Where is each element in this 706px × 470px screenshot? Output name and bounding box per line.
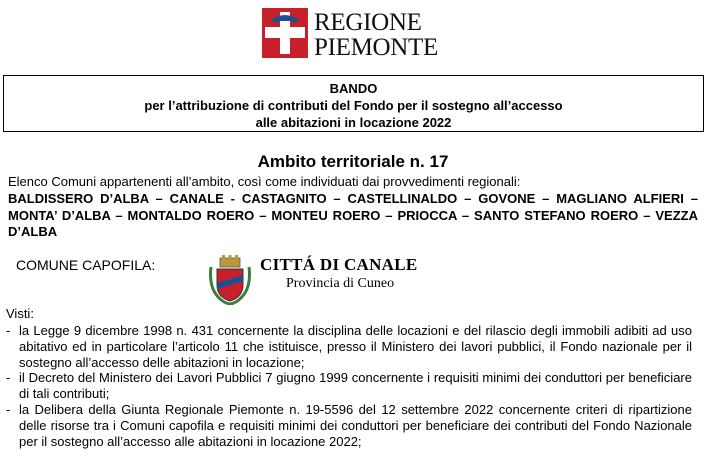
list-item	[6, 323, 692, 370]
logo-line-1: REGIONE	[314, 9, 422, 36]
list-item	[6, 370, 692, 402]
visti-label: Visti:	[6, 306, 34, 321]
list-dash: -	[6, 401, 11, 417]
list-item	[6, 402, 692, 449]
logo-line-2: PIEMONTE	[314, 34, 438, 61]
comuni-list: BALDISSERO D’ALBA – CANALE - CASTAGNITO – CASTELLINALDO – GOVONE – MAGLIANO ALFIERI – MONTA’ D’ALBA – MONTALDO ROERO – MONTEU ROERO – PRIOCCA – SANTO STEFANO ROERO – VEZZA D’ALBA	[8, 191, 698, 239]
list-dash: -	[6, 370, 11, 386]
regione-piemonte-emblem-icon	[262, 8, 308, 58]
visti-list	[6, 323, 692, 449]
capofila-label: COMUNE CAPOFILA:	[16, 257, 156, 273]
elenco-intro: Elenco Comuni appartenenti all’ambito, così come individuati dai provvedimenti regionali:	[8, 174, 521, 189]
list-item-text: la Delibera della Giunta Regionale Piemonte n. 19-5596 del 12 settembre 2022 concernente criteri di ripartizione delle risorse tra i Comuni capofila e requisiti minimi dei conduttori per beneficiare dei contributi del Fondo Nazionale per il sostegno all’accesso alle abitazioni in locazione 2022;	[19, 401, 692, 449]
list-item-text: il Decreto del Ministero dei Lavori Pubblici 7 giugno 1999 concernente i requisiti minimi dei conduttori per beneficiare di tali contributi;	[19, 370, 692, 402]
ambito-title: Ambito territoriale n. 17	[257, 152, 449, 171]
capofila-provincia: Provincia di Cuneo	[286, 276, 395, 291]
banner-subtitle-1: per l’attribuzione di contributi del Fondo per il sostegno all’accesso	[144, 98, 563, 113]
canale-coat-of-arms-icon	[207, 253, 253, 305]
list-item-text: la Legge 9 dicembre 1998 n. 431 concernente la disciplina delle locazioni e del rilascio degli immobili adibiti ad uso abitativo ed in particolare l’articolo 11 che istituisce, presso il Ministero dei lavori pubblici, il Fondo nazionale per il sostegno all’accesso delle abitazioni in locazione;	[19, 323, 692, 370]
banner-subtitle-2: alle abitazioni in locazione 2022	[255, 115, 452, 130]
banner-title: BANDO	[329, 81, 378, 96]
logo-wordmark	[314, 10, 438, 60]
regione-piemonte-logo	[262, 8, 438, 61]
capofila-name: CITTÁ DI CANALE	[260, 255, 418, 274]
bando-banner	[3, 75, 704, 132]
list-dash: -	[6, 323, 11, 338]
